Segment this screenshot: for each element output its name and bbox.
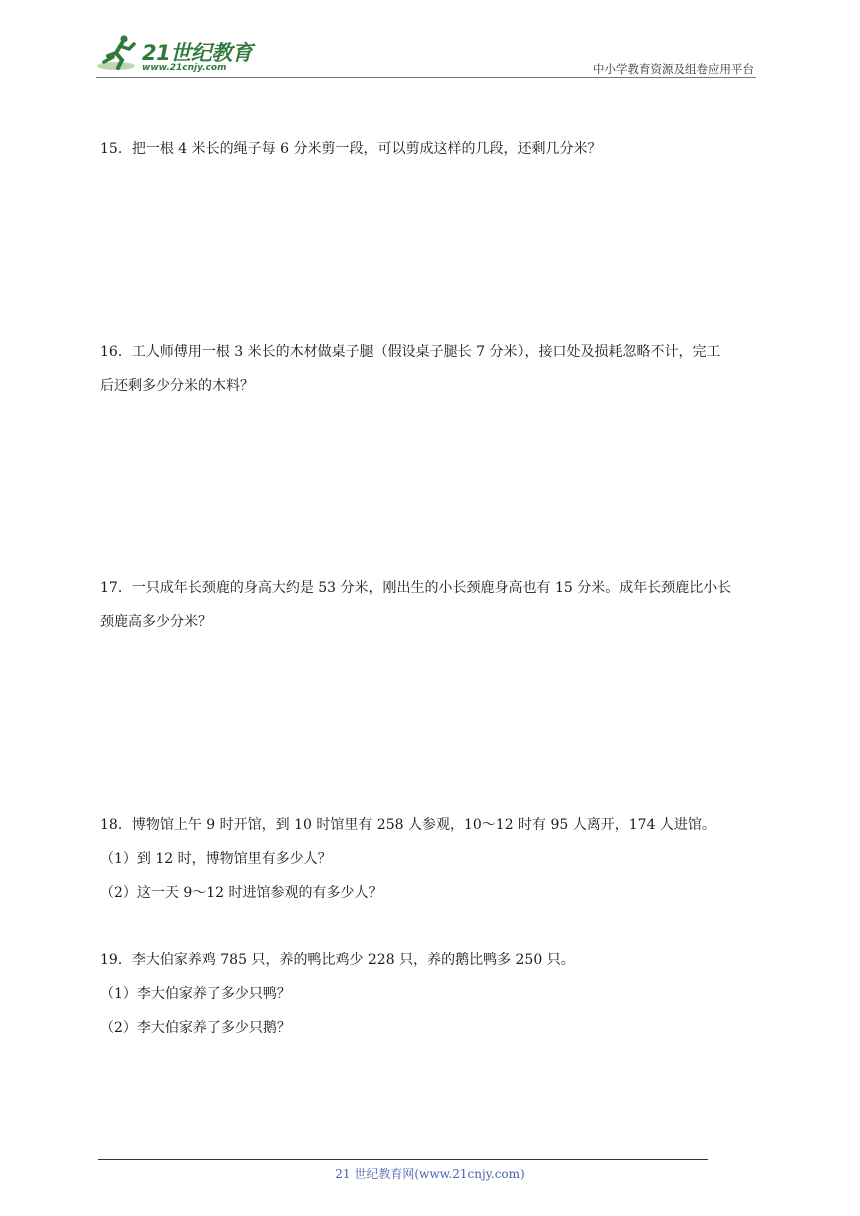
platform-name: 中小学教育资源及组卷应用平台 [593,62,754,76]
question-number: 15． [100,141,132,157]
question-text-continued: 后还剩多少分米的木料？ [100,378,254,394]
question-number: 17． [100,580,132,596]
site-logo[interactable] [96,34,266,78]
sub-question: （1）到 12 时，博物馆里有多少人？ [100,851,332,867]
logo-brand-text: 21世纪教育 [142,41,253,65]
question-line: 博物馆上午 9 时开馆，到 10 时馆里有 258 人参观，10～12 时有 95 人离开，174 人进馆。 [131,817,716,833]
sub-question: （1）李大伯家养了多少只鸭？ [100,986,291,1002]
question-text [100,132,764,166]
question-text [100,808,764,842]
question-line: 把一根 4 米长的绳子每 6 分米剪一段，可以剪成这样的几段，还剩几分米？ [131,141,602,157]
question-16 [100,335,764,403]
page-header [0,0,860,80]
question-number: 18． [100,817,132,833]
question-text [100,571,764,605]
question-19 [100,943,764,1045]
question-18 [100,808,764,910]
logo-url-text: www.21cnjy.com [142,63,227,73]
question-text-continued: 颈鹿高多少分米？ [100,614,212,630]
footer-link[interactable]: 21 世纪教育网(www.21cnjy.com) [335,1167,525,1181]
question-15 [100,132,764,166]
question-line: 李大伯家养鸡 785 只，养的鸭比鸡少 228 只，养的鹅比鸭多 250 只。 [131,952,575,968]
question-number: 16． [100,344,132,360]
footer-divider [98,1159,708,1160]
header-divider [96,77,756,78]
question-number: 19． [100,952,132,968]
sub-question: （2）李大伯家养了多少只鹅？ [100,1020,291,1036]
sub-question: （2）这一天 9～12 时进馆参观的有多少人？ [100,885,383,901]
question-line: 一只成年长颈鹿的身高大约是 53 分米，刚出生的小长颈鹿身高也有 15 分米。成年长颈鹿比小长 [131,580,732,596]
question-text [100,335,764,369]
question-line: 工人师傅用一根 3 米长的木材做桌子腿（假设桌子腿长 7 分米），接口处及损耗忽略不计，完工 [131,344,721,360]
question-17 [100,571,764,639]
question-text [100,943,764,977]
running-figure-icon [96,34,144,74]
